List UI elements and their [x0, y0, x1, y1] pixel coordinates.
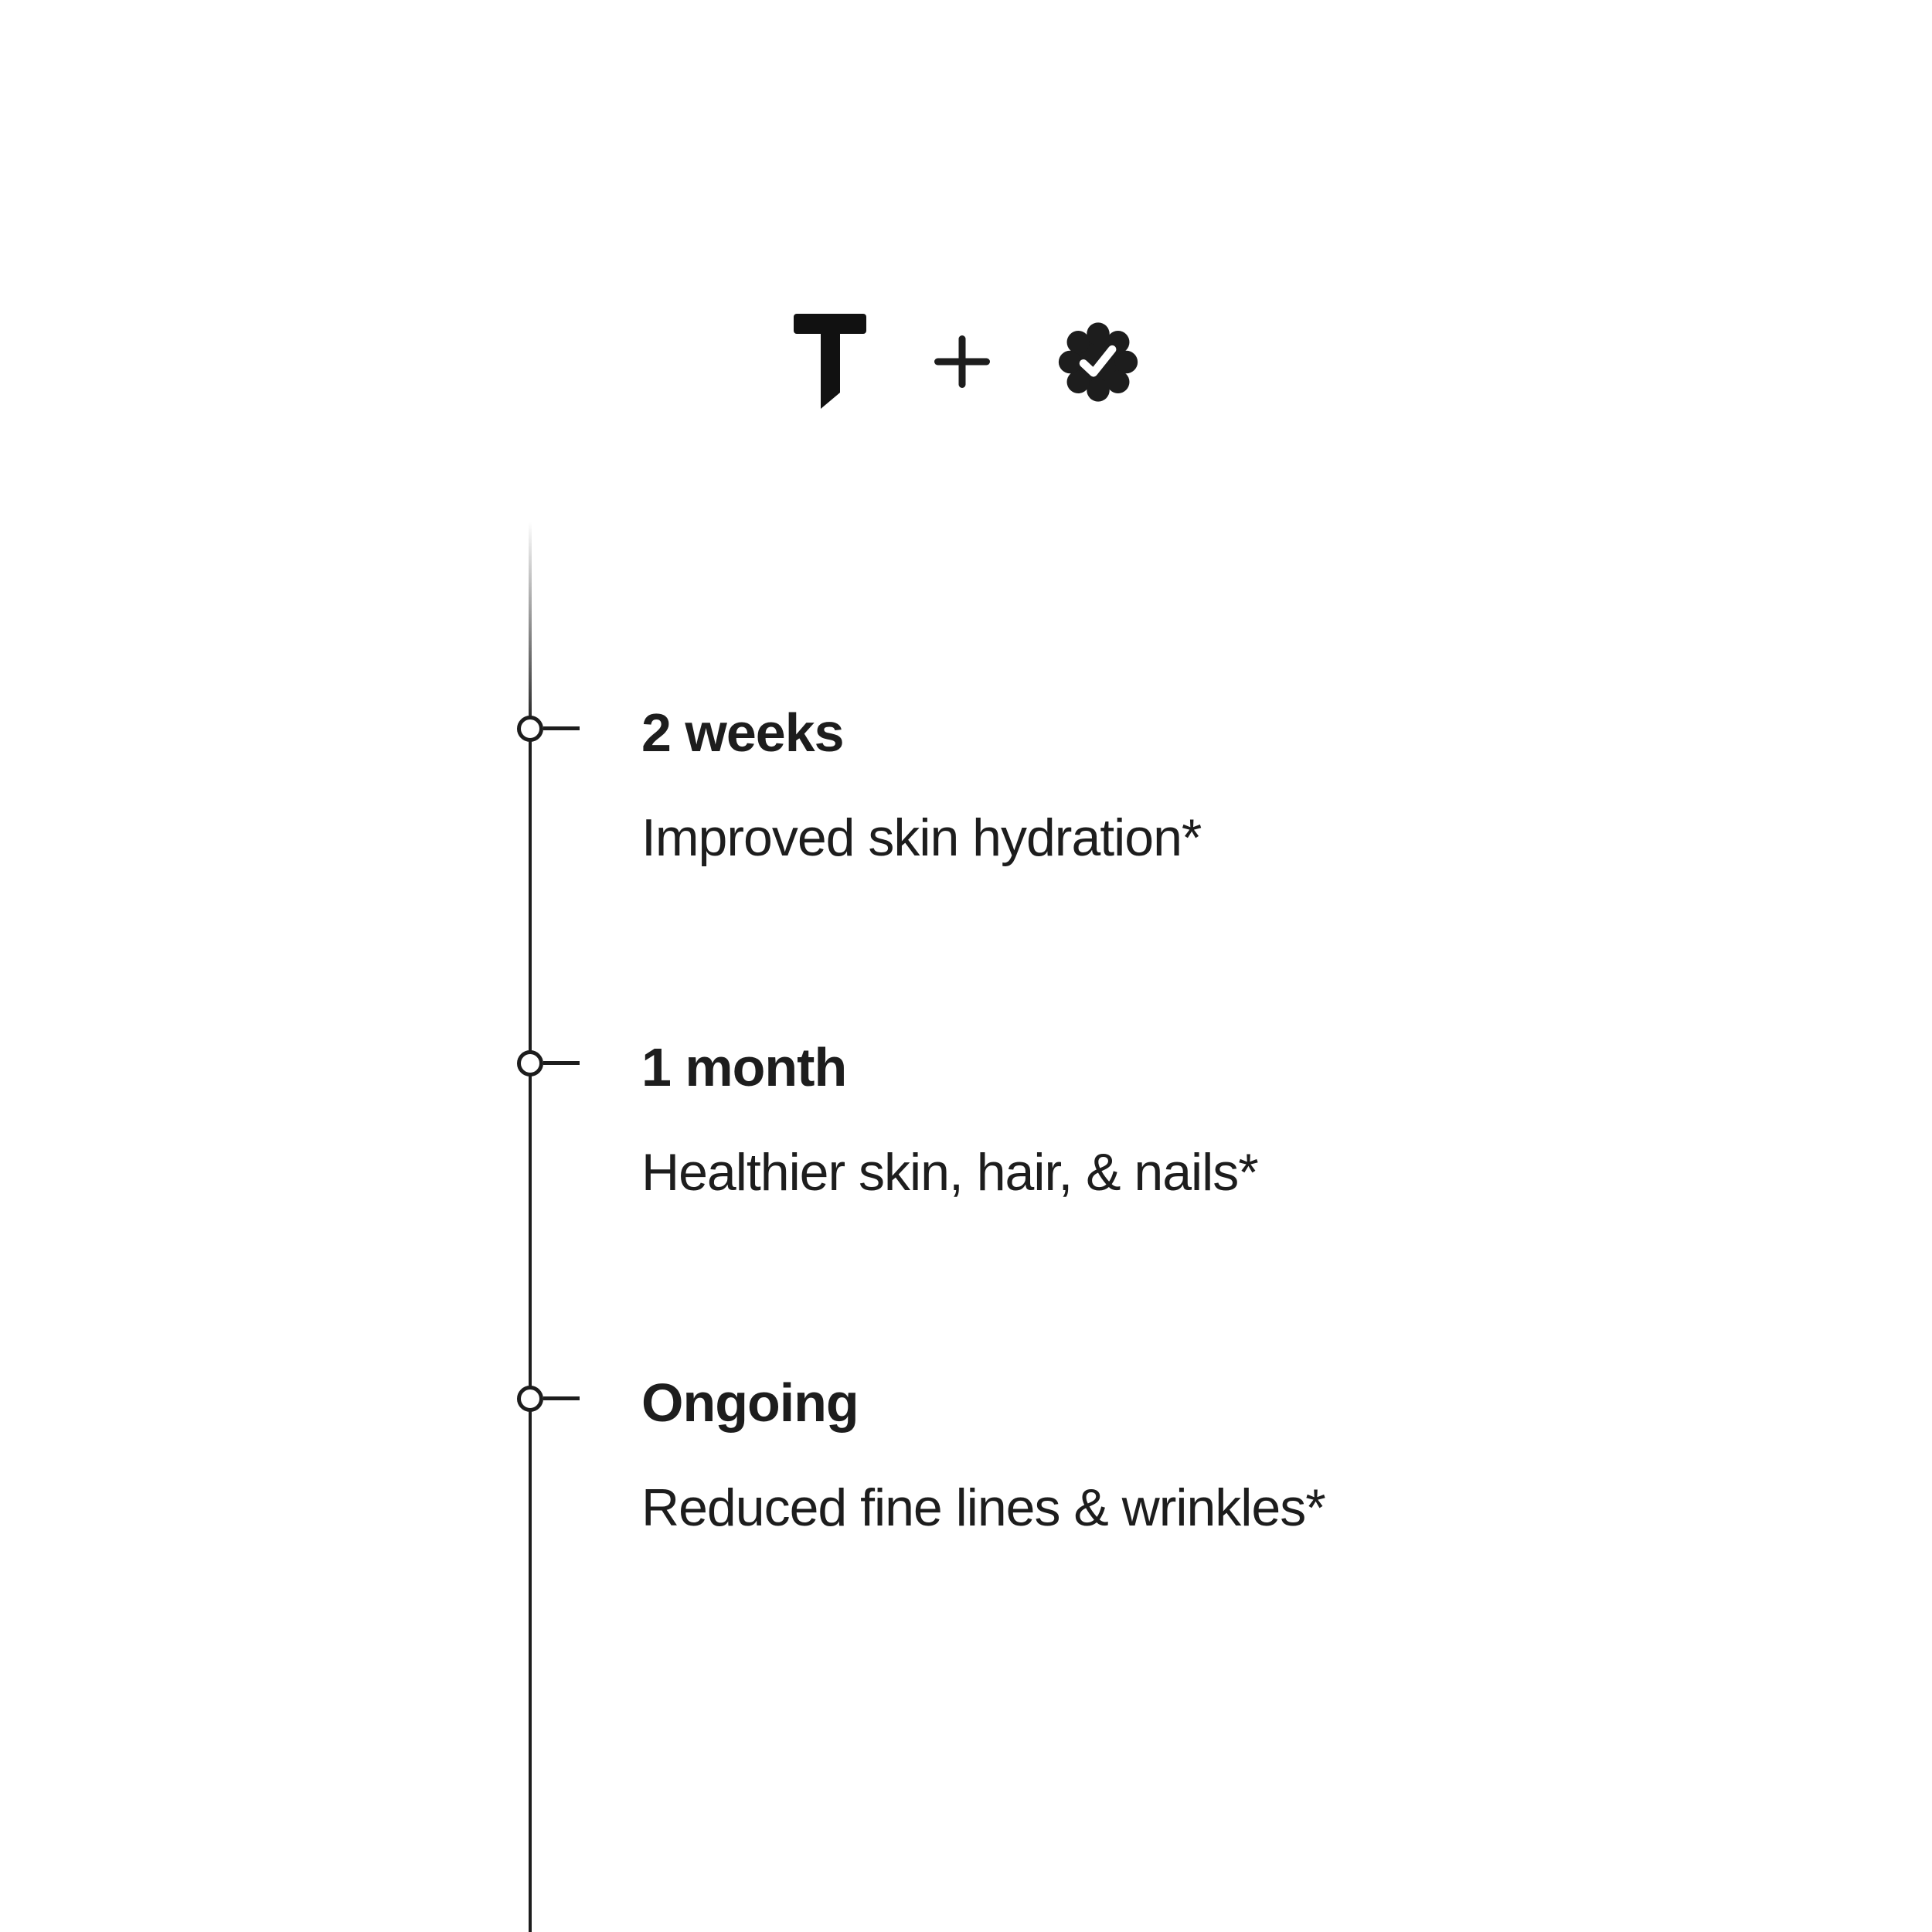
timeline-tick	[543, 726, 580, 730]
milestone-time: Ongoing	[641, 1372, 859, 1433]
milestone-benefit: Reduced fine lines & wrinkles*	[641, 1478, 1325, 1537]
milestone-content	[641, 1039, 1723, 1201]
milestone-content	[641, 704, 1723, 866]
timeline-tick	[543, 1396, 580, 1400]
milestone-time: 1 month	[641, 1037, 847, 1097]
brand-logo-lockup	[0, 314, 1932, 410]
brand-t-icon	[794, 314, 866, 410]
timeline-marker-dot	[517, 716, 543, 742]
timeline-marker-dot	[517, 1386, 543, 1412]
milestone-benefit: Improved skin hydration*	[641, 808, 1202, 867]
verified-badge-icon	[1058, 318, 1138, 406]
milestone-benefit: Healthier skin, hair, & nails*	[641, 1143, 1258, 1202]
timeline-tick	[543, 1061, 580, 1065]
plus-icon	[934, 335, 990, 388]
milestone-content	[641, 1374, 1723, 1536]
milestone-time: 2 weeks	[641, 702, 844, 763]
timeline-marker-dot	[517, 1050, 543, 1077]
